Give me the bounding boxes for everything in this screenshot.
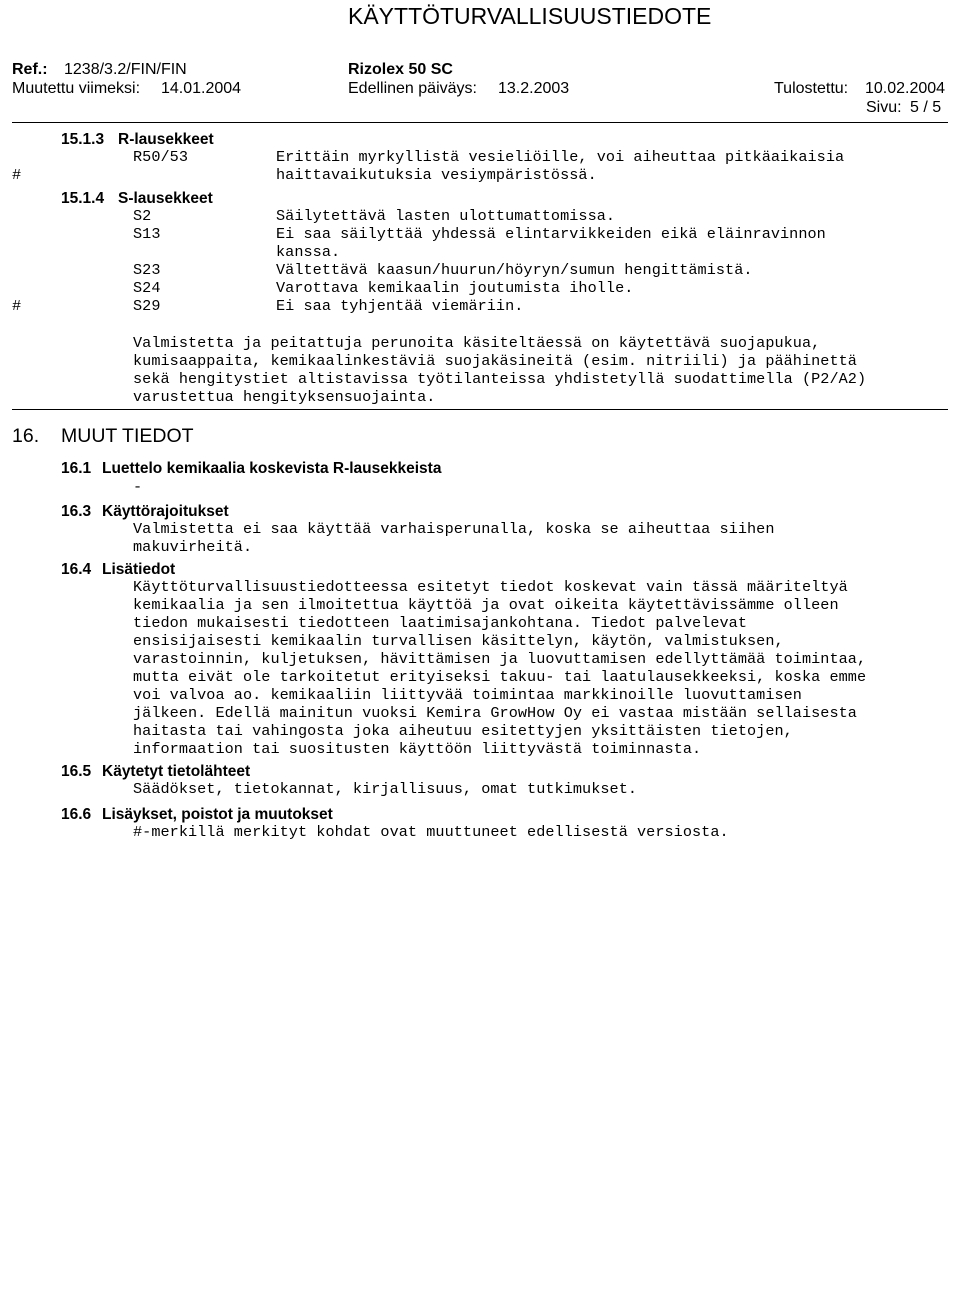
section-15-1-3-number: 15.1.3 xyxy=(61,131,105,148)
previous-value: 13.2.2003 xyxy=(498,80,570,97)
section-16-4-text-line: jälkeen. Edellä mainitun vuoksi Kemira GrowHow Oy ei vastaa mistään sellaisesta xyxy=(133,704,857,722)
s2-text: Säilytettävä lasten ulottumattomissa. xyxy=(276,207,616,225)
protection-paragraph-line: kumisaappaita, kemikaalinkestäviä suojakäsineitä (esim. nitriili) ja päähinettä xyxy=(133,352,857,370)
section-16-6-number: 16.6 xyxy=(61,806,92,823)
r50-53-text-line: haittavaikutuksia vesiympäristössä. xyxy=(276,166,597,184)
protection-paragraph-line: sekä hengitystiet altistavissa työtilanteissa yhdistetyllä suodattimella (P2/A2) xyxy=(133,370,867,388)
section-16-5-number: 16.5 xyxy=(61,763,92,780)
section-16-3-text-line: Valmistetta ei saa käyttää varhaisperunalla, koska se aiheuttaa siihen xyxy=(133,520,775,538)
section-16-title: MUUT TIEDOT xyxy=(61,425,194,447)
section-16-4-text-line: ensisijaisesti kemikaalin turvallisen käsittelyn, käytön, valmistuksen, xyxy=(133,632,784,650)
section-16-1-number: 16.1 xyxy=(61,460,92,477)
section-16-4-text-line: kemikaalia ja sen ilmoitettua käyttöä ja ovat oikeita käytettävissämme olleen xyxy=(133,596,839,614)
s23-code: S23 xyxy=(133,261,161,279)
s2-code: S2 xyxy=(133,207,152,225)
change-mark: # xyxy=(12,166,22,184)
section-16-4-text-line: informaation tai suositusten käyttöön liittyvästä toiminnasta. xyxy=(133,740,702,758)
s13-code: S13 xyxy=(133,225,161,243)
protection-paragraph-line: varustettua hengityksensuojainta. xyxy=(133,388,436,406)
r50-53-text-line: Erittäin myrkyllistä vesieliöille, voi aiheuttaa pitkäaikaisia xyxy=(276,148,845,166)
section-16-4-text-line: haitasta tai vahingosta joka aiheutuu esitettyjen yksittäisten tietojen, xyxy=(133,722,793,740)
section-16-5-title: Käytetyt tietolähteet xyxy=(102,763,251,780)
section-16-3-number: 16.3 xyxy=(61,503,92,520)
s23-text: Vältettävä kaasun/huurun/höyryn/sumun hengittämistä. xyxy=(276,261,753,279)
section-16-4-text-line: tiedon mukaisesti tiedotteen laatimisajankohtana. Tiedot palvelevat xyxy=(133,614,747,632)
section-16-3-title: Käyttörajoitukset xyxy=(102,503,229,520)
modified-label: Muutettu viimeksi: xyxy=(12,80,141,97)
section-16-4-text-line: mutta eivät ole tarkoitetut erityiseksi takuu- tai laatulausekkeeksi, koska emme xyxy=(133,668,867,686)
s13-text-line: Ei saa säilyttää yhdessä elintarvikkeiden eikä eläinravinnon xyxy=(276,225,826,243)
page-label: Sivu: xyxy=(866,99,902,116)
section-15-1-4-title: S-lausekkeet xyxy=(118,190,213,207)
previous-label: Edellinen päiväys: xyxy=(348,80,477,97)
s24-text: Varottava kemikaalin joutumista iholle. xyxy=(276,279,634,297)
change-mark: # xyxy=(12,297,22,315)
section-16-3-text-line: makuvirheitä. xyxy=(133,538,253,556)
s13-text-line: kanssa. xyxy=(276,243,341,261)
header-rule xyxy=(12,122,948,123)
product-name: Rizolex 50 SC xyxy=(348,61,453,78)
section-16-1-title: Luettelo kemikaalia koskevista R-lausekkeista xyxy=(102,460,442,477)
section-16-4-text-line: voi valvoa ao. kemikaaliin liittyvää toimintaa markkinoille luovuttamisen xyxy=(133,686,802,704)
s29-code: S29 xyxy=(133,297,161,315)
s29-text: Ei saa tyhjentää viemäriin. xyxy=(276,297,524,315)
section-16-6-text: #-merkillä merkityt kohdat ovat muuttuneet edellisestä versiosta. xyxy=(133,823,729,841)
ref-label: Ref.: xyxy=(12,61,48,78)
modified-value: 14.01.2004 xyxy=(161,80,242,97)
section-rule xyxy=(12,409,948,410)
document-title: KÄYTTÖTURVALLISUUSTIEDOTE xyxy=(348,3,712,29)
section-16-4-text-line: Käyttöturvallisuustiedotteessa esitetyt tiedot koskevat vain tässä määriteltyä xyxy=(133,578,848,596)
s24-code: S24 xyxy=(133,279,161,297)
r50-53-code: R50/53 xyxy=(133,148,188,166)
section-15-1-4-number: 15.1.4 xyxy=(61,190,105,207)
section-16-4-text-line: varastoinnin, kuljetuksen, hävittämisen ja luovuttamisen edellyttämää toimintaa, xyxy=(133,650,867,668)
printed-label: Tulostettu: xyxy=(774,80,849,97)
section-16-4-number: 16.4 xyxy=(61,561,92,578)
section-16-number: 16. xyxy=(12,425,40,447)
section-16-4-title: Lisätiedot xyxy=(102,561,176,578)
section-16-5-text: Säädökset, tietokannat, kirjallisuus, omat tutkimukset. xyxy=(133,780,638,798)
section-16-1-text: - xyxy=(133,478,143,496)
page-value: 5 / 5 xyxy=(910,99,942,116)
protection-paragraph-line: Valmistetta ja peitattuja perunoita käsiteltäessä on käytettävä suojapukua, xyxy=(133,334,821,352)
section-16-6-title: Lisäykset, poistot ja muutokset xyxy=(102,806,333,823)
section-15-1-3-title: R-lausekkeet xyxy=(118,131,214,148)
ref-value: 1238/3.2/FIN/FIN xyxy=(64,61,187,78)
printed-value: 10.02.2004 xyxy=(865,80,946,97)
